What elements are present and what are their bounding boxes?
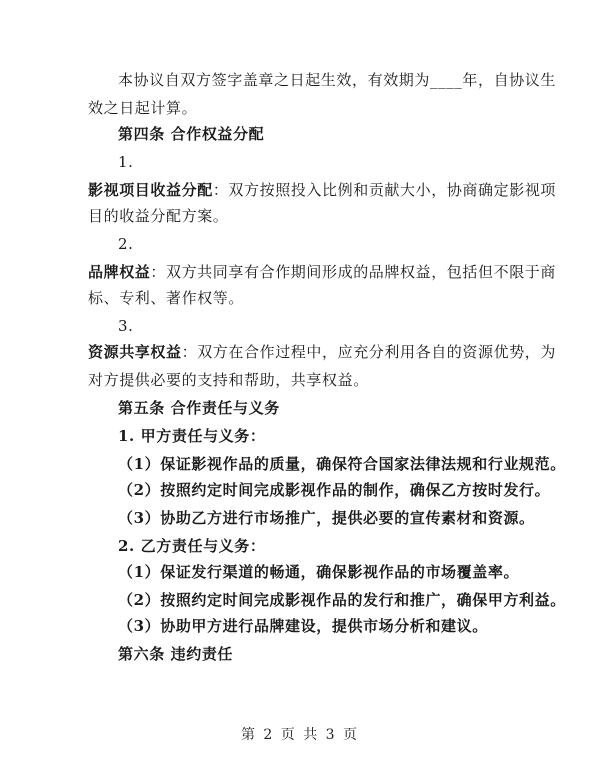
article-4-item-2-number: 2. [118, 235, 134, 253]
effective-clause-line-1: 本协议自双方签字盖章之日起生效，有效期为____年，自协议生 [118, 71, 557, 89]
article-4-item-3-label: 资源共享权益 [88, 343, 182, 361]
effective-clause-line-2: 效之日起计算。 [88, 99, 198, 117]
article-4-item-3-text: ：双方在合作过程中，应充分利用各自的资源优势，为 [181, 343, 557, 361]
article-6-title: 第六条 违约责任 [118, 645, 234, 663]
article-4-item-3-line-1 [88, 342, 556, 362]
article-4-item-1-line-1 [88, 180, 556, 200]
article-4-item-1-number: 1. [118, 153, 134, 171]
article-4-item-2-line-1 [88, 262, 556, 282]
party-a-heading: 1. 甲方责任与义务： [118, 427, 266, 445]
article-4-item-3-line-2: 对方提供必要的支持和帮助，共享权益。 [88, 371, 369, 389]
party-b-duty-2: （2）按照约定时间完成影视作品的发行和推广，确保甲方利益。 [118, 591, 566, 609]
article-4-item-1-text: ：双方按照投入比例和贡献大小，协商确定影视项 [212, 181, 557, 199]
party-a-duty-2: （2）按照约定时间完成影视作品的制作，确保乙方按时发行。 [118, 481, 551, 499]
article-4-item-2-line-2: 标、专利、著作权等。 [88, 289, 245, 307]
article-4-item-2-text: ：双方共同享有合作期间形成的品牌权益，包括但不限于商 [150, 263, 557, 281]
article-5-title: 第五条 合作责任与义务 [118, 399, 280, 417]
article-4-item-1-label: 影视项目收益分配 [88, 181, 213, 199]
page-number-footer: 第 2 页 共 3 页 [240, 727, 360, 743]
article-4-item-2-label: 品牌权益 [88, 263, 151, 281]
party-b-duty-1: （1）保证发行渠道的畅通，确保影视作品的市场覆盖率。 [118, 563, 520, 581]
article-4-item-3-number: 3. [118, 317, 134, 335]
party-b-duty-3: （3）协助甲方进行品牌建设，提供市场分析和建议。 [118, 617, 488, 635]
party-a-duty-3: （3）协助乙方进行市场推广，提供必要的宣传素材和资源。 [118, 509, 535, 527]
party-b-heading: 2. 乙方责任与义务： [118, 537, 266, 555]
article-4-title: 第四条 合作权益分配 [118, 125, 265, 143]
article-4-item-1-line-2: 目的收益分配方案。 [88, 207, 229, 225]
party-a-duty-1: （1）保证影视作品的质量，确保符合国家法律法规和行业规范。 [118, 455, 566, 473]
